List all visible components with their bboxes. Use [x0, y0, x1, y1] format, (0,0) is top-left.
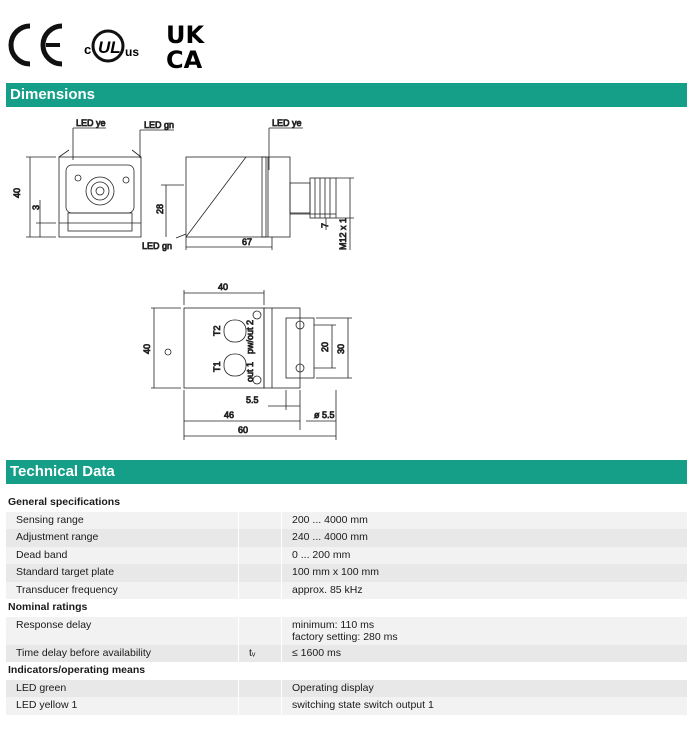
- label-dim-40-side: 40: [142, 343, 152, 354]
- svg-text:UL: UL: [98, 38, 121, 57]
- section-title: General specifications: [6, 494, 687, 512]
- spec-name: Adjustment range: [6, 529, 239, 547]
- spec-value: [282, 617, 688, 645]
- label-dim-40-left: 40: [12, 187, 22, 198]
- spec-row: [6, 697, 687, 715]
- spec-row: [6, 680, 687, 698]
- spec-name: LED green: [6, 680, 239, 698]
- section-title: Nominal ratings: [6, 599, 687, 617]
- svg-text:CA: CA: [166, 46, 203, 74]
- label-dim-7: 7: [320, 222, 330, 228]
- spec-value: [282, 547, 688, 565]
- spec-row: [6, 645, 687, 663]
- spec-name: Standard target plate: [6, 564, 239, 582]
- spec-row: [6, 529, 687, 547]
- label-led-ye-2: LED ye: [272, 118, 302, 128]
- label-out-1: out 1: [245, 361, 255, 382]
- spec-value: [282, 680, 688, 698]
- spec-name: Sensing range: [6, 512, 239, 530]
- spec-value-line: 100 mm x 100 mm: [292, 566, 379, 578]
- spec-symbol: [239, 697, 282, 715]
- spec-symbol: [239, 512, 282, 530]
- svg-text:c: c: [84, 42, 92, 57]
- spec-row: [6, 547, 687, 565]
- spec-name: LED yellow 1: [6, 697, 239, 715]
- spec-value-line: approx. 85 kHz: [292, 583, 363, 596]
- front-view: [26, 128, 174, 237]
- spec-row: [6, 617, 687, 645]
- spec-value-line: ≤ 1600 ms: [292, 646, 341, 659]
- section-header: [6, 662, 687, 680]
- spec-value: [282, 529, 688, 547]
- label-dim-28: 28: [155, 203, 165, 214]
- spec-value: [282, 697, 688, 715]
- spec-value: [282, 582, 688, 600]
- label-m12: M12 x 1: [338, 217, 348, 250]
- label-dim-5-5: 5.5: [246, 395, 259, 405]
- spec-value: [282, 645, 688, 663]
- spec-value-line: minimum: 110 ms: [292, 618, 375, 631]
- spec-symbol: tᵥ: [239, 645, 282, 663]
- section-title: Indicators/operating means: [6, 662, 687, 680]
- spec-symbol: [239, 529, 282, 547]
- spec-value-line: 0 ... 200 mm: [292, 548, 351, 561]
- spec-symbol: [239, 617, 282, 645]
- technical-data-heading: Technical Data: [6, 460, 687, 484]
- label-t1: T1: [212, 361, 222, 372]
- section-header: [6, 599, 687, 617]
- dimensions-heading: Dimensions: [6, 83, 687, 107]
- spec-row: [6, 564, 687, 582]
- technical-data-table: [6, 494, 687, 715]
- side-view: [161, 128, 354, 250]
- label-t2: T2: [212, 325, 222, 336]
- label-dim-20: 20: [320, 341, 330, 352]
- label-dim-3: 3: [31, 204, 41, 210]
- label-dim-30: 30: [336, 343, 346, 354]
- spec-name: Response delay: [6, 617, 239, 645]
- certification-logos: [6, 18, 226, 74]
- cul-us-mark: [84, 31, 139, 61]
- spec-symbol: [239, 547, 282, 565]
- svg-text:UK: UK: [166, 21, 205, 49]
- spec-value-line: 200 ... 4000 mm: [292, 513, 368, 526]
- label-dim-40-top: 40: [218, 282, 229, 292]
- label-pw-out-2: pw/out 2: [245, 319, 255, 354]
- spec-value-line: switching state switch output 1: [292, 699, 434, 711]
- svg-text:us: us: [125, 45, 140, 59]
- spec-value-line: Operating display: [292, 681, 374, 694]
- dimension-drawing: [6, 110, 406, 450]
- spec-row: [6, 512, 687, 530]
- spec-symbol: [239, 680, 282, 698]
- spec-value: [282, 512, 688, 530]
- label-led-gn-2: LED gn: [142, 241, 173, 251]
- spec-name: Time delay before availability: [6, 645, 239, 663]
- label-dim-67: 67: [242, 237, 253, 247]
- label-led-ye-1: LED ye: [76, 118, 106, 128]
- ukca-mark: [166, 21, 205, 74]
- ce-mark: [11, 26, 62, 64]
- label-dim-60: 60: [238, 425, 249, 435]
- spec-symbol: [239, 564, 282, 582]
- spec-row: [6, 582, 687, 600]
- label-dim-dia-5-5: ø 5.5: [314, 410, 335, 420]
- label-led-gn-1: LED gn: [144, 120, 175, 130]
- spec-symbol: [239, 582, 282, 600]
- section-header: [6, 494, 687, 512]
- spec-name: Dead band: [6, 547, 239, 565]
- spec-value: [282, 564, 688, 582]
- spec-value-line: factory setting: 280 ms: [292, 630, 398, 643]
- label-dim-46: 46: [224, 410, 235, 420]
- spec-value-line: 240 ... 4000 mm: [292, 531, 368, 543]
- spec-name: Transducer frequency: [6, 582, 239, 600]
